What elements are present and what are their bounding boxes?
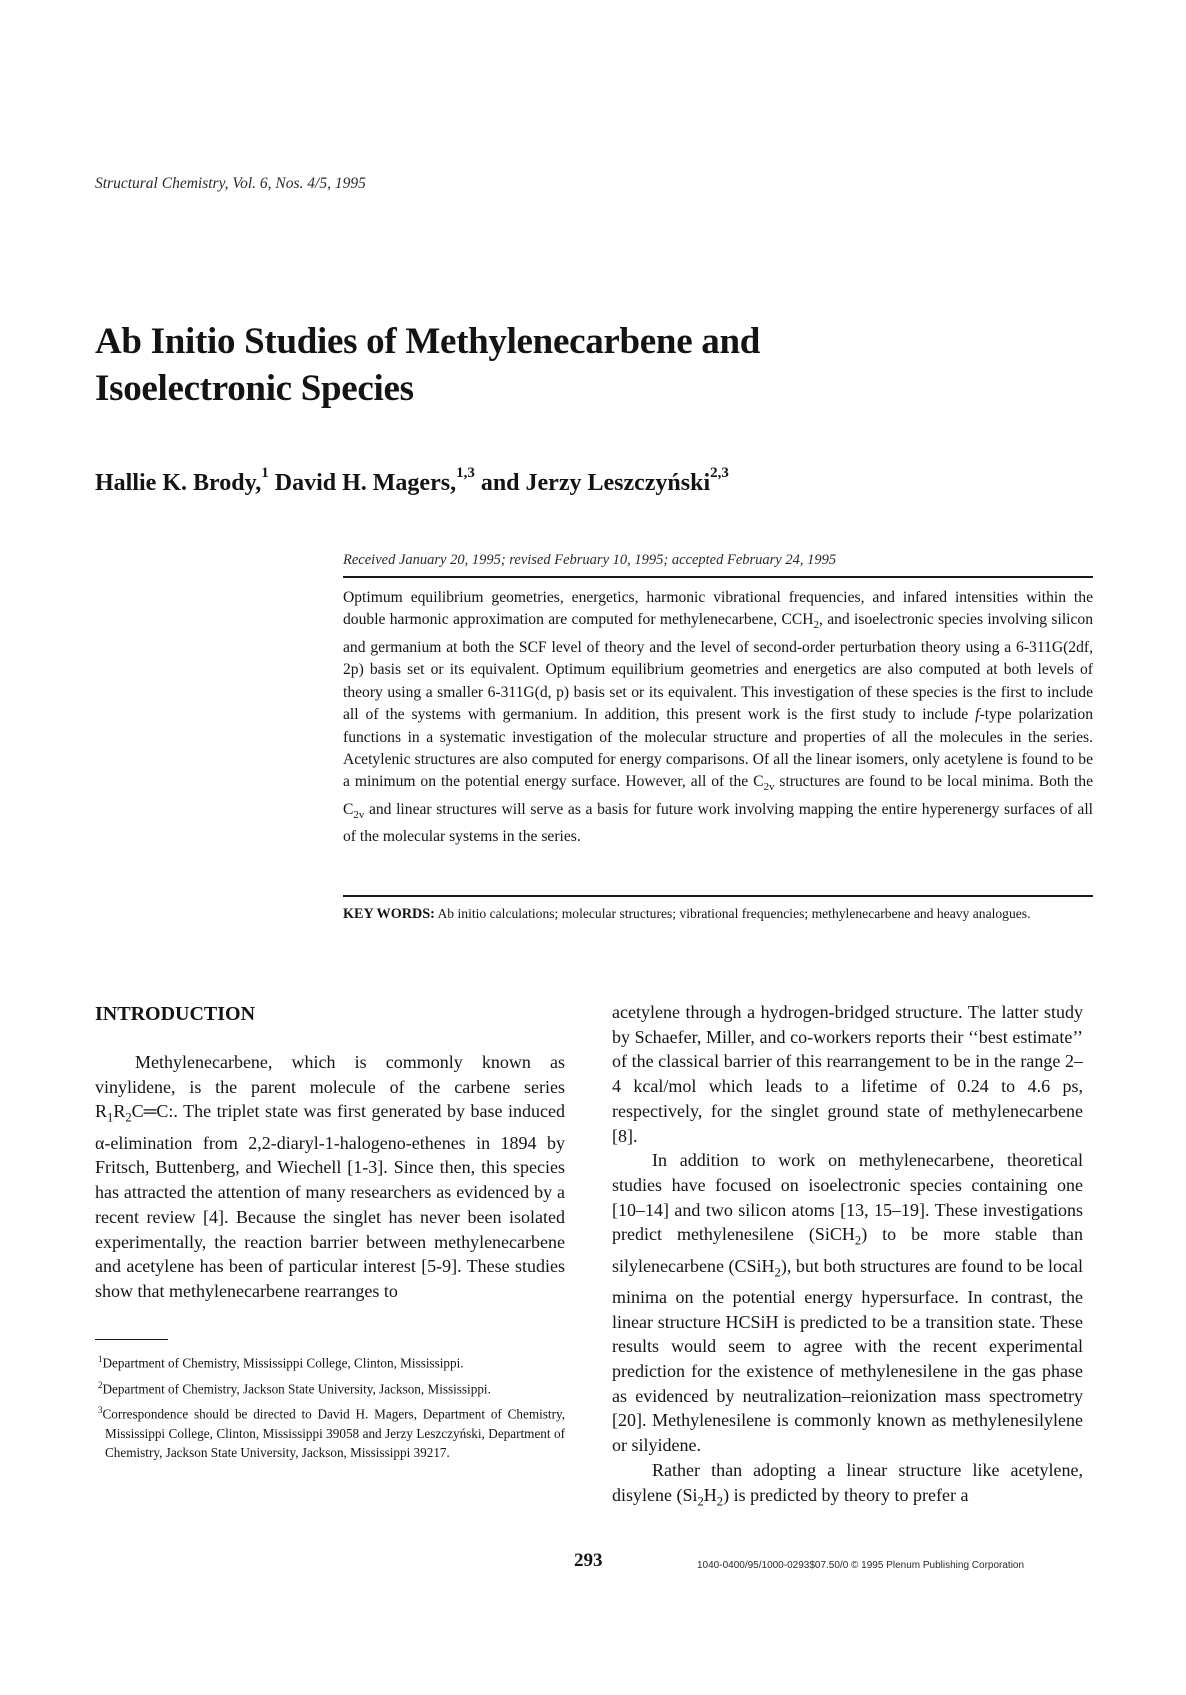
abstract-italic-f: f <box>975 706 980 724</box>
author-list <box>95 465 729 497</box>
abstract-text: and linear structures will serve as a basis for future work involving mapping the entire hyperenergy surfaces of all of the molecular systems in the series. <box>343 800 1093 846</box>
footnote-text: Department of Chemistry, Mississippi College, Clinton, Mississippi. <box>102 1355 464 1371</box>
abstract-text: , and isoelectronic species involving silicon and germanium at both the SCF level of theory and the level of second-order perturbation theory using a 6-311G(2df, 2p) basis set or its equivalent. Optimum equilibrium geometries and energetics are also computed at both levels of theory using a smaller 6-311G(d, p) basis set or its equivalent. This investigation of these species is the first to include all of the systems with germanium. In addition, this present work is the first study to include <box>343 611 1093 724</box>
paragraph-text: ), but both structures are found to be local minima on the potential energy hypersurface. In contrast, the linear structure HCSiH is predicted to be a transition state. These results would seem to agree with the recent experimental prediction for the existence of methylenesilene in the gas phase as evidenced by neutralization–reionization mass spectrometry [20]. Methylenesilene is commonly known as methylenesilylene or silyidene. <box>612 1255 1083 1456</box>
subscript: 2 <box>854 1233 862 1248</box>
footnote-rule <box>95 1339 168 1340</box>
paragraph-text: Methylenecarbene, which is commonly known as vinylidene, is the parent molecule of the carbene series R <box>95 1052 565 1122</box>
paragraph <box>95 1050 565 1304</box>
paragraph-continuation: acetylene through a hydrogen-bridged structure. The latter study by Schaefer, Miller, and co-workers reports their ‘‘best estimate’’ of the classical barrier of this rearrangement to be in the range 2–4 kcal/mol which leads to a lifetime of 0.24 to 4.6 ps, respectively, for the singlet ground state of methylenecarbene [8]. <box>612 1002 1083 1146</box>
keywords <box>343 904 1093 924</box>
abstract-top-rule <box>343 576 1093 578</box>
page-number: 293 <box>574 1550 603 1571</box>
abstract <box>343 587 1093 849</box>
footnote <box>95 1401 565 1462</box>
subscript: 1 <box>107 1111 114 1125</box>
author-name: Hallie K. Brody, <box>95 470 262 496</box>
abstract-text: -type polarization functions in a systematic investigation of the molecular structure and properties of all the molecules in the series. Acetylenic structures are also computed for energy comparisons. Of all the linear isomers, only acetylene is found to be a minimum on the potential energy surface. However, all of the C <box>343 706 1093 791</box>
article-title <box>95 318 995 412</box>
subscript: 2 <box>774 1265 781 1280</box>
copyright-line: 1040-0400/95/1000-0293$07.50/0 © 1995 Plenum Publishing Corporation <box>697 1560 1025 1571</box>
abstract-bottom-rule <box>343 895 1093 897</box>
abstract-text: Optimum equilibrium geometries, energetics, harmonic vibrational frequencies, and infared intensities within the double harmonic approximation are computed for methylenecarbene, CCH <box>343 589 1093 629</box>
right-column <box>612 1000 1083 1514</box>
paragraph-text: R <box>113 1101 126 1122</box>
abstract-subscript: 2 <box>813 619 819 632</box>
author-affiliation-mark: 1 <box>261 465 269 481</box>
keywords-text: Ab initio calculations; molecular structures; vibrational frequencies; methylenecarbene and heavy analogues. <box>434 906 1031 921</box>
subscript: 2 <box>716 1494 724 1509</box>
subscript: 2 <box>697 1494 704 1509</box>
footnote <box>95 1376 565 1399</box>
author-affiliation-mark: 2,3 <box>710 465 729 481</box>
author-name: David H. Magers, <box>274 470 457 496</box>
author-name: and Jerzy Leszczyński <box>480 470 711 496</box>
paragraph <box>612 1148 1083 1458</box>
paragraph <box>612 1458 1083 1514</box>
footnote <box>95 1350 565 1373</box>
footnote-mark: 3 <box>98 1405 103 1416</box>
footnote-text: Department of Chemistry, Jackson State University, Jackson, Mississippi. <box>102 1380 491 1396</box>
subscript: 2 <box>125 1111 132 1125</box>
paragraph-text: In addition to work on methylenecarbene, theoretical studies have focused on isoelectronic species containing one [10–14] and two silicon atoms [13, 15–19]. These investigations predict methylenesilene (SiCH <box>612 1150 1083 1245</box>
paragraph-text: H <box>703 1484 717 1505</box>
paragraph-text: ) is predicted by theory to prefer a <box>723 1484 969 1505</box>
footnote-mark: 1 <box>98 1354 103 1364</box>
title-line-1: Ab Initio Studies of Methylenecarbene and <box>95 321 761 362</box>
abstract-subscript: 2v <box>353 808 365 821</box>
journal-citation: Structural Chemistry, Vol. 6, Nos. 4/5, 1995 <box>95 175 366 192</box>
footnote-text: Correspondence should be directed to David H. Magers, Department of Chemistry, Mississippi College, Clinton, Mississippi 39058 and Jerzy Leszczyński, Department of Chemistry, Jackson State University, Jackson, Mississippi 39217. <box>102 1406 565 1460</box>
paragraph-text: Rather than adopting a linear structure like acetylene, disylene (Si <box>612 1459 1083 1505</box>
footnotes <box>95 1350 565 1465</box>
author-affiliation-mark: 1,3 <box>456 465 475 481</box>
section-heading-introduction: INTRODUCTION <box>95 1003 256 1025</box>
received-dates: Received January 20, 1995; revised February 10, 1995; accepted February 24, 1995 <box>343 552 837 568</box>
paragraph-text: C═C:. The triplet state was first generated by base induced α-elimination from 2,2-diaryl-1-halogeno-ethenes in 1894 by Fritsch, Buttenberg, and Wiechell [1-3]. Since then, this species has attracted the attention of many researchers as evidenced by a recent review [4]. Because the singlet has never been isolated experimentally, the reaction barrier between methylenecarbene and acetylene has been of particular interest [5-9]. These studies show that methylenecarbene rearranges to <box>95 1101 565 1301</box>
left-column <box>95 1050 565 1304</box>
abstract-subscript: 2v <box>763 781 775 794</box>
footnote-mark: 2 <box>98 1379 103 1390</box>
title-line-2: Isoelectronic Species <box>95 368 414 409</box>
keywords-label: KEY WORDS: <box>343 906 435 922</box>
paragraph-text: ) to be more stable than silylenecarbene (CSiH <box>612 1224 1083 1276</box>
abstract-text: structures are found to be local minima. Both the C <box>343 773 1094 818</box>
